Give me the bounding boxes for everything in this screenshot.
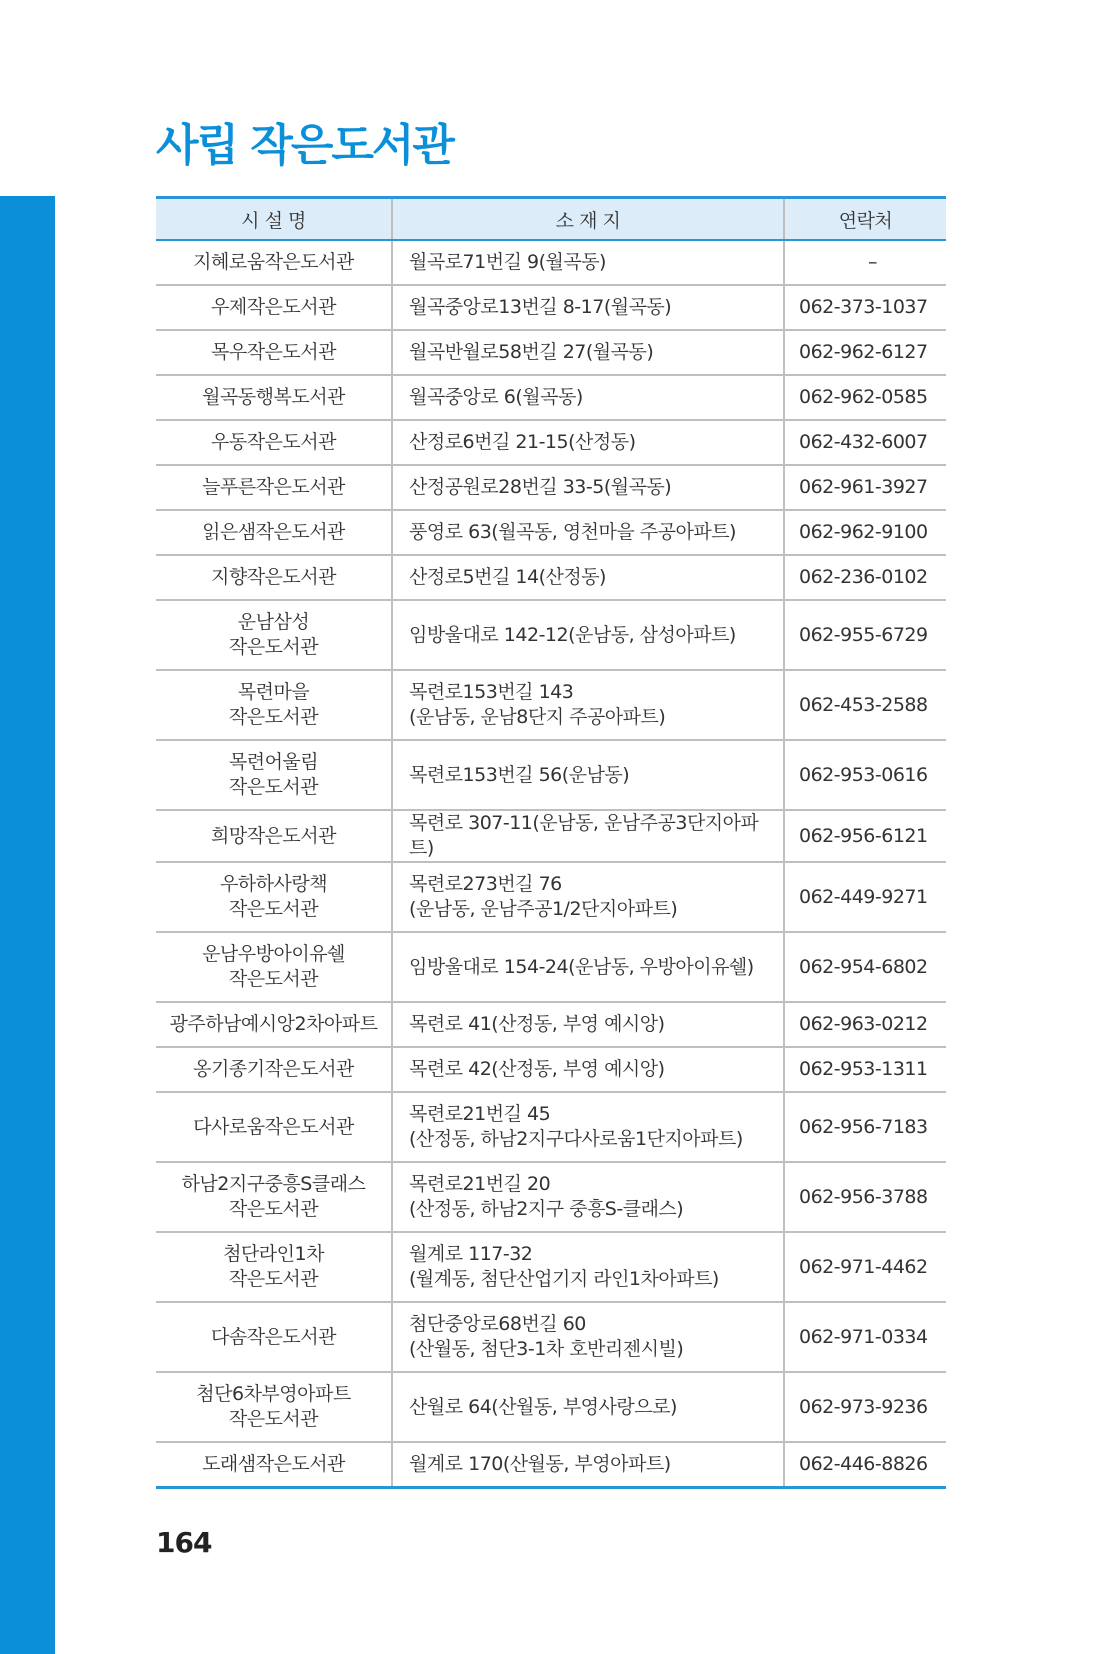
table-row bbox=[156, 1302, 946, 1372]
facility-address-line: 목련로21번길 45 bbox=[409, 1103, 551, 1125]
facility-address-line: 산정공원로28번길 33-5(월곡동) bbox=[409, 476, 672, 498]
facility-name-line: 작은도서관 bbox=[228, 706, 319, 728]
facility-address-line: 목련로 41(산정동, 부영 예시앙) bbox=[409, 1013, 665, 1035]
facility-name-line: 다솜작은도서관 bbox=[211, 1325, 336, 1348]
facility-phone: 062-961-3927 bbox=[784, 465, 946, 510]
facility-address-line: 임방울대로 142-12(운남동, 삼성아파트) bbox=[409, 623, 736, 646]
facility-address-line: 목련로 42(산정동, 부영 예시앙) bbox=[409, 1058, 665, 1080]
facility-phone: 062-446-8826 bbox=[784, 1442, 946, 1488]
facility-name bbox=[156, 1232, 392, 1302]
facility-name bbox=[156, 240, 392, 285]
facility-address-line: 목련로21번길 20 bbox=[409, 1173, 551, 1195]
facility-name-line: 작은도서관 bbox=[228, 1408, 319, 1430]
facility-phone: 062-955-6729 bbox=[784, 600, 946, 670]
facility-address-line: 월계로 170(산월동, 부영아파트) bbox=[409, 1453, 671, 1475]
table-row bbox=[156, 555, 946, 600]
facility-address-line: (산정동, 하남2지구 중흥S-클래스) bbox=[409, 1198, 684, 1220]
page-number: 164 bbox=[156, 1526, 212, 1559]
table-row bbox=[156, 932, 946, 1002]
facility-address-line: 풍영로 63(월곡동, 영천마을 주공아파트) bbox=[409, 521, 736, 543]
facility-address-line: 월곡중앙로 6(월곡동) bbox=[409, 386, 583, 408]
facility-address bbox=[392, 932, 784, 1002]
facility-address bbox=[392, 1002, 784, 1047]
facility-name bbox=[156, 810, 392, 862]
facility-name bbox=[156, 1372, 392, 1442]
table-body bbox=[156, 240, 946, 1488]
header-phone: 연락처 bbox=[784, 198, 946, 241]
facility-address-line: (산정동, 하남2지구다사로움1단지아파트) bbox=[409, 1128, 743, 1150]
facility-address bbox=[392, 375, 784, 420]
facility-name bbox=[156, 510, 392, 555]
facility-name bbox=[156, 1302, 392, 1372]
facility-phone: 062-236-0102 bbox=[784, 555, 946, 600]
table-row bbox=[156, 1372, 946, 1442]
table-row bbox=[156, 420, 946, 465]
facility-phone: 062-971-4462 bbox=[784, 1232, 946, 1302]
facility-phone: 062-956-3788 bbox=[784, 1162, 946, 1232]
page-title: 사립 작은도서관 bbox=[156, 120, 453, 171]
facility-address bbox=[392, 420, 784, 465]
facility-name-line: 광주하남예시앙2차아파트 bbox=[169, 1013, 378, 1035]
facility-address-line: 산월로 64(산월동, 부영사랑으로) bbox=[409, 1395, 677, 1418]
table-row bbox=[156, 740, 946, 810]
facility-phone: 062-956-7183 bbox=[784, 1092, 946, 1162]
facility-address bbox=[392, 1302, 784, 1372]
table-row bbox=[156, 330, 946, 375]
facility-name bbox=[156, 420, 392, 465]
facility-address bbox=[392, 600, 784, 670]
facility-address bbox=[392, 555, 784, 600]
table-row bbox=[156, 1232, 946, 1302]
facility-phone: 062-962-6127 bbox=[784, 330, 946, 375]
facility-address bbox=[392, 862, 784, 932]
facility-address-line: 월계로 117-32 bbox=[409, 1243, 533, 1265]
facility-name-line: 읽은샘작은도서관 bbox=[202, 521, 345, 543]
facility-name bbox=[156, 1092, 392, 1162]
facility-name-line: 우하하사랑책 bbox=[219, 873, 328, 895]
table-row bbox=[156, 600, 946, 670]
library-table bbox=[156, 196, 946, 1489]
facility-name bbox=[156, 465, 392, 510]
facility-address bbox=[392, 670, 784, 740]
facility-address bbox=[392, 285, 784, 330]
table-row bbox=[156, 1002, 946, 1047]
facility-name-line: 도래샘작은도서관 bbox=[202, 1453, 345, 1475]
facility-phone: 062-954-6802 bbox=[784, 932, 946, 1002]
facility-name-line: 첨단라인1차 bbox=[223, 1243, 324, 1265]
facility-address-line: 월곡로71번길 9(월곡동) bbox=[409, 251, 606, 273]
facility-address-line: 목련로 307-11(운남동, 운남주공3단지아파트) bbox=[409, 812, 759, 859]
table-header-row bbox=[156, 198, 946, 241]
facility-address bbox=[392, 1372, 784, 1442]
facility-phone: 062-449-9271 bbox=[784, 862, 946, 932]
facility-name bbox=[156, 555, 392, 600]
facility-address bbox=[392, 1092, 784, 1162]
facility-address bbox=[392, 1162, 784, 1232]
facility-phone: 062-973-9236 bbox=[784, 1372, 946, 1442]
facility-name bbox=[156, 862, 392, 932]
facility-address-line: (월계동, 첨단산업기지 라인1차아파트) bbox=[409, 1268, 719, 1290]
facility-name-line: 작은도서관 bbox=[228, 898, 319, 920]
facility-name-line: 운남삼성 bbox=[237, 611, 310, 633]
facility-phone: 062-962-9100 bbox=[784, 510, 946, 555]
table-row bbox=[156, 1162, 946, 1232]
facility-address-line: (운남동, 운남8단지 주공아파트) bbox=[409, 706, 666, 728]
facility-name-line: 목우작은도서관 bbox=[211, 341, 336, 363]
facility-phone: 062-953-0616 bbox=[784, 740, 946, 810]
facility-name-line: 목련마을 bbox=[237, 681, 310, 703]
facility-name-line: 우동작은도서관 bbox=[211, 431, 336, 453]
header-address: 소 재 지 bbox=[392, 198, 784, 241]
facility-name-line: 월곡동행복도서관 bbox=[202, 386, 345, 408]
facility-name-line: 하남2지구중흥S클래스 bbox=[181, 1173, 366, 1195]
facility-phone: 062-971-0334 bbox=[784, 1302, 946, 1372]
table-row bbox=[156, 465, 946, 510]
facility-name-line: 옹기종기작은도서관 bbox=[193, 1058, 354, 1080]
facility-phone: 062-962-0585 bbox=[784, 375, 946, 420]
facility-name bbox=[156, 1162, 392, 1232]
table-row bbox=[156, 285, 946, 330]
table-row bbox=[156, 240, 946, 285]
facility-name bbox=[156, 740, 392, 810]
facility-address bbox=[392, 240, 784, 285]
facility-phone: 062-432-6007 bbox=[784, 420, 946, 465]
facility-address-line: (산월동, 첨단3-1차 호반리젠시빌) bbox=[409, 1338, 684, 1360]
facility-name bbox=[156, 670, 392, 740]
table-row bbox=[156, 510, 946, 555]
facility-name-line: 운남우방아이유쉘 bbox=[202, 943, 345, 965]
facility-name-line: 목련어울림 bbox=[228, 751, 319, 773]
facility-address bbox=[392, 1047, 784, 1092]
facility-name-line: 다사로움작은도서관 bbox=[193, 1115, 354, 1138]
facility-address bbox=[392, 330, 784, 375]
facility-address bbox=[392, 1442, 784, 1488]
table-row bbox=[156, 862, 946, 932]
facility-address-line: 월곡중앙로13번길 8-17(월곡동) bbox=[409, 296, 672, 318]
facility-phone: 062-453-2588 bbox=[784, 670, 946, 740]
facility-address bbox=[392, 465, 784, 510]
facility-name-line: 첨단6차부영아파트 bbox=[196, 1383, 351, 1405]
facility-address-line: 목련로153번길 143 bbox=[409, 681, 574, 703]
facility-name-line: 작은도서관 bbox=[228, 636, 319, 658]
table-row bbox=[156, 670, 946, 740]
facility-address bbox=[392, 810, 784, 862]
facility-name-line: 작은도서관 bbox=[228, 776, 319, 798]
facility-address-line: 산정로5번길 14(산정동) bbox=[409, 566, 606, 588]
facility-name bbox=[156, 1002, 392, 1047]
facility-name-line: 작은도서관 bbox=[228, 1198, 319, 1220]
facility-address-line: 목련로153번길 56(운남동) bbox=[409, 763, 630, 786]
facility-name bbox=[156, 1047, 392, 1092]
facility-name bbox=[156, 600, 392, 670]
facility-name bbox=[156, 330, 392, 375]
facility-address-line: 임방울대로 154-24(운남동, 우방아이유쉘) bbox=[409, 955, 754, 978]
facility-phone: 062-963-0212 bbox=[784, 1002, 946, 1047]
facility-address bbox=[392, 510, 784, 555]
facility-address-line: 목련로273번길 76 bbox=[409, 873, 562, 895]
table-row bbox=[156, 810, 946, 862]
facility-name bbox=[156, 285, 392, 330]
table-row bbox=[156, 375, 946, 420]
table-row bbox=[156, 1442, 946, 1488]
facility-name bbox=[156, 932, 392, 1002]
facility-name-line: 지혜로움작은도서관 bbox=[193, 251, 354, 273]
facility-name-line: 작은도서관 bbox=[228, 1268, 319, 1290]
facility-phone: 062-956-6121 bbox=[784, 810, 946, 862]
facility-address-line: (운남동, 운남주공1/2단지아파트) bbox=[409, 898, 678, 920]
facility-phone: 062-953-1311 bbox=[784, 1047, 946, 1092]
facility-phone: 062-373-1037 bbox=[784, 285, 946, 330]
facility-name bbox=[156, 375, 392, 420]
side-accent-bar bbox=[0, 196, 55, 1654]
facility-address-line: 산정로6번길 21-15(산정동) bbox=[409, 431, 636, 453]
facility-address-line: 첨단중앙로68번길 60 bbox=[409, 1313, 586, 1335]
facility-name-line: 지향작은도서관 bbox=[211, 566, 336, 588]
facility-phone: – bbox=[784, 240, 946, 285]
facility-address-line: 월곡반월로58번길 27(월곡동) bbox=[409, 341, 654, 363]
table-row bbox=[156, 1047, 946, 1092]
facility-name-line: 늘푸른작은도서관 bbox=[202, 476, 345, 498]
facility-address bbox=[392, 740, 784, 810]
facility-name bbox=[156, 1442, 392, 1488]
header-name: 시 설 명 bbox=[156, 198, 392, 241]
facility-address bbox=[392, 1232, 784, 1302]
facility-name-line: 우제작은도서관 bbox=[211, 296, 336, 318]
facility-name-line: 희망작은도서관 bbox=[211, 824, 336, 847]
table-row bbox=[156, 1092, 946, 1162]
facility-name-line: 작은도서관 bbox=[228, 968, 319, 990]
